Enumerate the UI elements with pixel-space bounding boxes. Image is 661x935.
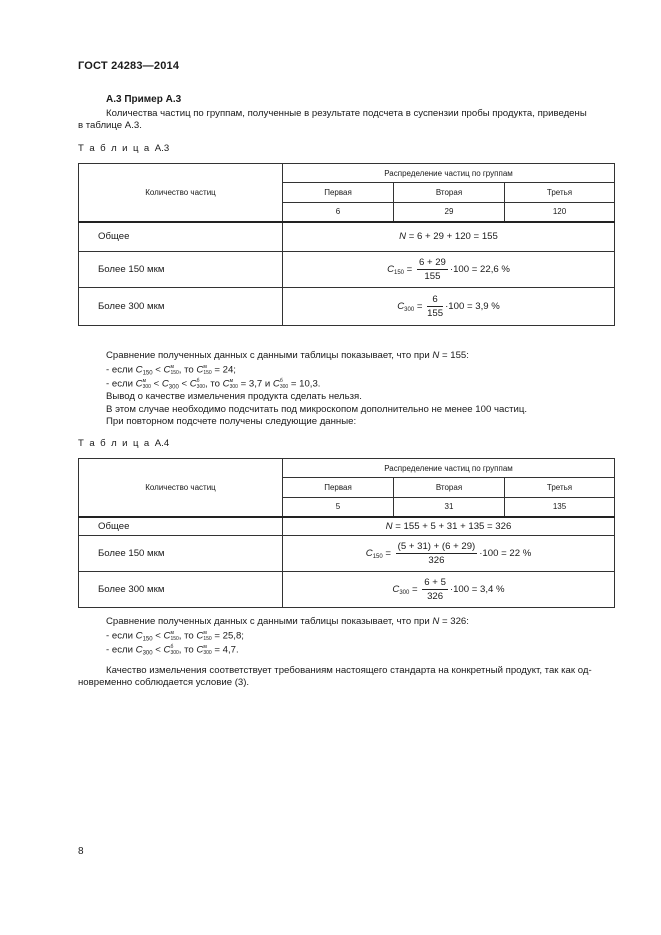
formula-tail: ·100 = 3,4 % <box>449 584 505 596</box>
c-subscript: 300 <box>142 650 153 657</box>
compare2-line1 <box>106 616 469 627</box>
table-a3-label-word: Т а б л и ц а <box>78 143 151 154</box>
table-a3-label <box>78 143 169 154</box>
table-a4-row-150-formula: $C_{150}$ = $\frac{(5 + 31) + (6 + 29)}{326}$ ·100 = 22 % <box>283 536 615 572</box>
c-symbol: C <box>392 584 400 596</box>
sup-sub <box>230 378 238 390</box>
text: = 4,7. <box>211 644 239 656</box>
c-symbol: C <box>222 378 230 390</box>
text: - если <box>106 630 136 642</box>
text: , то <box>178 630 197 642</box>
formula-text: = 6 + 29 + 120 = 155 <box>406 231 498 243</box>
sub: 150 <box>170 370 179 376</box>
sup: б <box>196 378 200 384</box>
text: = 3,7 и <box>237 378 273 390</box>
c-subscript: 300 <box>399 590 410 597</box>
text: < <box>152 630 164 642</box>
text: = 10,3. <box>288 378 321 390</box>
c-symbol: C <box>135 364 143 376</box>
text: - если <box>106 378 136 390</box>
c-symbol: C <box>135 378 143 390</box>
table-a3-count-2: 29 <box>394 203 505 222</box>
text: = 326: <box>439 616 469 627</box>
text: < <box>152 644 164 656</box>
formula-tail: ·100 = 22 % <box>479 548 532 560</box>
c-subscript: 300 <box>404 307 415 314</box>
text: = 25,8; <box>211 630 244 642</box>
table-a4-group-3: Третья <box>505 478 615 498</box>
c-symbol: C <box>135 630 143 642</box>
table-a4-label-word: Т а б л и ц а <box>78 438 151 449</box>
formula-tail: ·100 = 22,6 % <box>449 264 510 276</box>
table-a4-count-2: 31 <box>394 498 505 517</box>
c-symbol: C <box>196 630 204 642</box>
sup: м <box>170 630 174 636</box>
c-symbol: C <box>135 644 143 656</box>
n-symbol: N <box>385 520 393 532</box>
text: - если <box>106 364 136 376</box>
sup-sub <box>203 364 211 376</box>
text: = 155: <box>439 350 469 361</box>
c-symbol: C <box>163 644 171 656</box>
n-symbol: N <box>432 616 440 627</box>
sub: 150 <box>203 370 212 376</box>
table-a4-group-1: Первая <box>283 478 394 498</box>
table-a4-row-300-formula: $C_{300}$ = $\frac{6 + 5}{326}$ ·100 = 3,4 % <box>283 572 615 608</box>
table-a3-group-2: Вторая <box>394 183 505 203</box>
table-a3-row-300-label: Более 300 мкм <box>79 288 283 326</box>
c-symbol: C <box>189 378 197 390</box>
formula-text: = 155 + 5 + 31 + 135 = 326 <box>392 520 512 532</box>
fraction <box>422 577 448 602</box>
text: < <box>152 364 164 376</box>
c-symbol: C <box>272 378 280 390</box>
sup: м <box>229 378 234 384</box>
text: - если <box>106 644 136 656</box>
table-a4-group-header: Распределение частиц по группам <box>283 459 615 478</box>
text: < <box>178 378 190 390</box>
table-a3-row-total-label: Общее <box>79 222 283 252</box>
c-symbol: C <box>365 548 373 560</box>
compare2-line3 <box>106 644 239 657</box>
sup: м <box>203 630 207 636</box>
denominator: 155 <box>427 308 444 319</box>
sup: м <box>142 378 146 384</box>
c-symbol: C <box>163 364 171 376</box>
table-a4-label <box>78 438 169 449</box>
fraction <box>417 257 448 282</box>
c-symbol: C <box>387 264 394 276</box>
sup: м <box>203 364 207 370</box>
table-a3-row-total-formula <box>283 222 615 252</box>
text: , то <box>205 378 223 390</box>
conclusion-line2: новременно соблюдается условие (3). <box>78 677 250 688</box>
table-a3-group-header: Распределение частиц по группам <box>283 164 615 183</box>
sup-sub <box>170 630 178 642</box>
c-subscript: 150 <box>394 270 405 277</box>
sup-sub <box>203 630 211 642</box>
sup-sub <box>203 644 211 656</box>
sub: 150 <box>170 636 179 642</box>
table-a3 <box>78 163 615 326</box>
table-a4-label-num: А.4 <box>154 438 170 449</box>
compare1-line6: При повторном подсчете получены следующие данные: <box>106 416 357 427</box>
conclusion-line1: Качество измельчения соответствует требованиям настоящего стандарта на конкретный продукт, так как од- <box>106 665 592 676</box>
intro-line-1: Количества частиц по группам, полученные в результате подсчета в суспензии пробы продукта, приведены <box>106 108 587 119</box>
c-subscript: 300 <box>168 384 179 391</box>
table-a3-row-150-label: Более 150 мкм <box>79 252 283 288</box>
numerator: (5 + 31) + (6 + 29) <box>397 541 476 552</box>
compare2-line2 <box>106 630 244 643</box>
compare1-line2 <box>106 364 236 377</box>
n-symbol: N <box>432 350 440 361</box>
c-subscript: 150 <box>142 370 153 377</box>
table-a4-count-1: 5 <box>283 498 394 517</box>
table-a4-col-header: Количество частиц <box>79 459 283 517</box>
text: , то <box>178 644 197 656</box>
sub: 300 <box>196 384 206 390</box>
compare1-line1 <box>106 350 469 361</box>
table-a4-row-150-label: Более 150 мкм <box>79 536 283 572</box>
document-id: ГОСТ 24283—2014 <box>78 60 180 72</box>
table-a4-row-total-label: Общее <box>79 517 283 536</box>
table-a3-count-3: 120 <box>505 203 615 222</box>
intro-line-2: в таблице А.3. <box>78 120 142 131</box>
c-subscript: 150 <box>142 636 153 643</box>
c-symbol: C <box>163 630 171 642</box>
text: , то <box>178 364 197 376</box>
c-symbol: C <box>196 364 204 376</box>
table-a4-row-300-label: Более 300 мкм <box>79 572 283 608</box>
table-a3-row-300-formula: $C_{300}$ = $\frac{6}{155}$ ·100 = 3,9 % <box>283 288 615 326</box>
sub: 300 <box>203 650 212 656</box>
sup-sub <box>280 378 288 390</box>
compare1-line3 <box>106 378 320 391</box>
denominator: 326 <box>428 555 445 566</box>
sup: м <box>203 644 207 650</box>
table-a3-label-num: А.3 <box>154 143 170 154</box>
sub: 300 <box>170 650 179 656</box>
text: Сравнение полученных данных с данными таблицы показывает, что при <box>106 616 433 627</box>
c-symbol: C <box>161 378 169 390</box>
text: = 24; <box>211 364 236 376</box>
numerator: 6 + 29 <box>418 257 446 268</box>
table-a4-group-2: Вторая <box>394 478 505 498</box>
table-a3-group-3: Третья <box>505 183 615 203</box>
numerator: 6 + 5 <box>424 577 446 588</box>
formula-tail: ·100 = 3,9 % <box>445 301 500 313</box>
compare1-line4: Вывод о качестве измельчения продукта сделать нельзя. <box>106 391 362 402</box>
compare1-line5: В этом случае необходимо подсчитать под микроскопом дополнительно не менее 100 частиц. <box>106 404 528 415</box>
table-a3-count-1: 6 <box>283 203 394 222</box>
c-symbol: C <box>196 644 204 656</box>
sub: 300 <box>142 384 151 390</box>
text: < <box>150 378 162 390</box>
sup-sub <box>197 378 205 390</box>
table-a3-col-header: Количество частиц <box>79 164 283 222</box>
denominator: 326 <box>427 591 444 602</box>
numerator: 6 <box>427 294 443 307</box>
text: Сравнение полученных данных с данными таблицы показывает, что при <box>106 350 433 361</box>
sub: 150 <box>203 636 212 642</box>
sup-sub <box>170 364 178 376</box>
page-number: 8 <box>78 846 84 857</box>
fraction <box>396 541 478 566</box>
sup: б <box>279 378 283 384</box>
n-symbol: N <box>399 231 407 243</box>
table-a3-group-1: Первая <box>283 183 394 203</box>
table-a4-row-total-formula <box>283 517 615 536</box>
fraction <box>427 294 443 319</box>
sup-sub <box>170 644 178 656</box>
section-title: А.3 Пример А.3 <box>106 94 182 105</box>
c-symbol: C <box>397 301 405 313</box>
sub: 300 <box>279 384 289 390</box>
sup-sub <box>143 378 151 390</box>
table-a4-count-3: 135 <box>505 498 615 517</box>
sup: м <box>170 364 174 370</box>
sup: б <box>170 644 174 650</box>
denominator: 155 <box>424 271 441 282</box>
sub: 300 <box>229 384 238 390</box>
table-a3-row-150-formula: $C_{150}$ = $\frac{6 + 29}{155}$ ·100 = 22,6 % <box>283 252 615 288</box>
c-subscript: 150 <box>372 554 383 561</box>
table-a4 <box>78 458 615 608</box>
